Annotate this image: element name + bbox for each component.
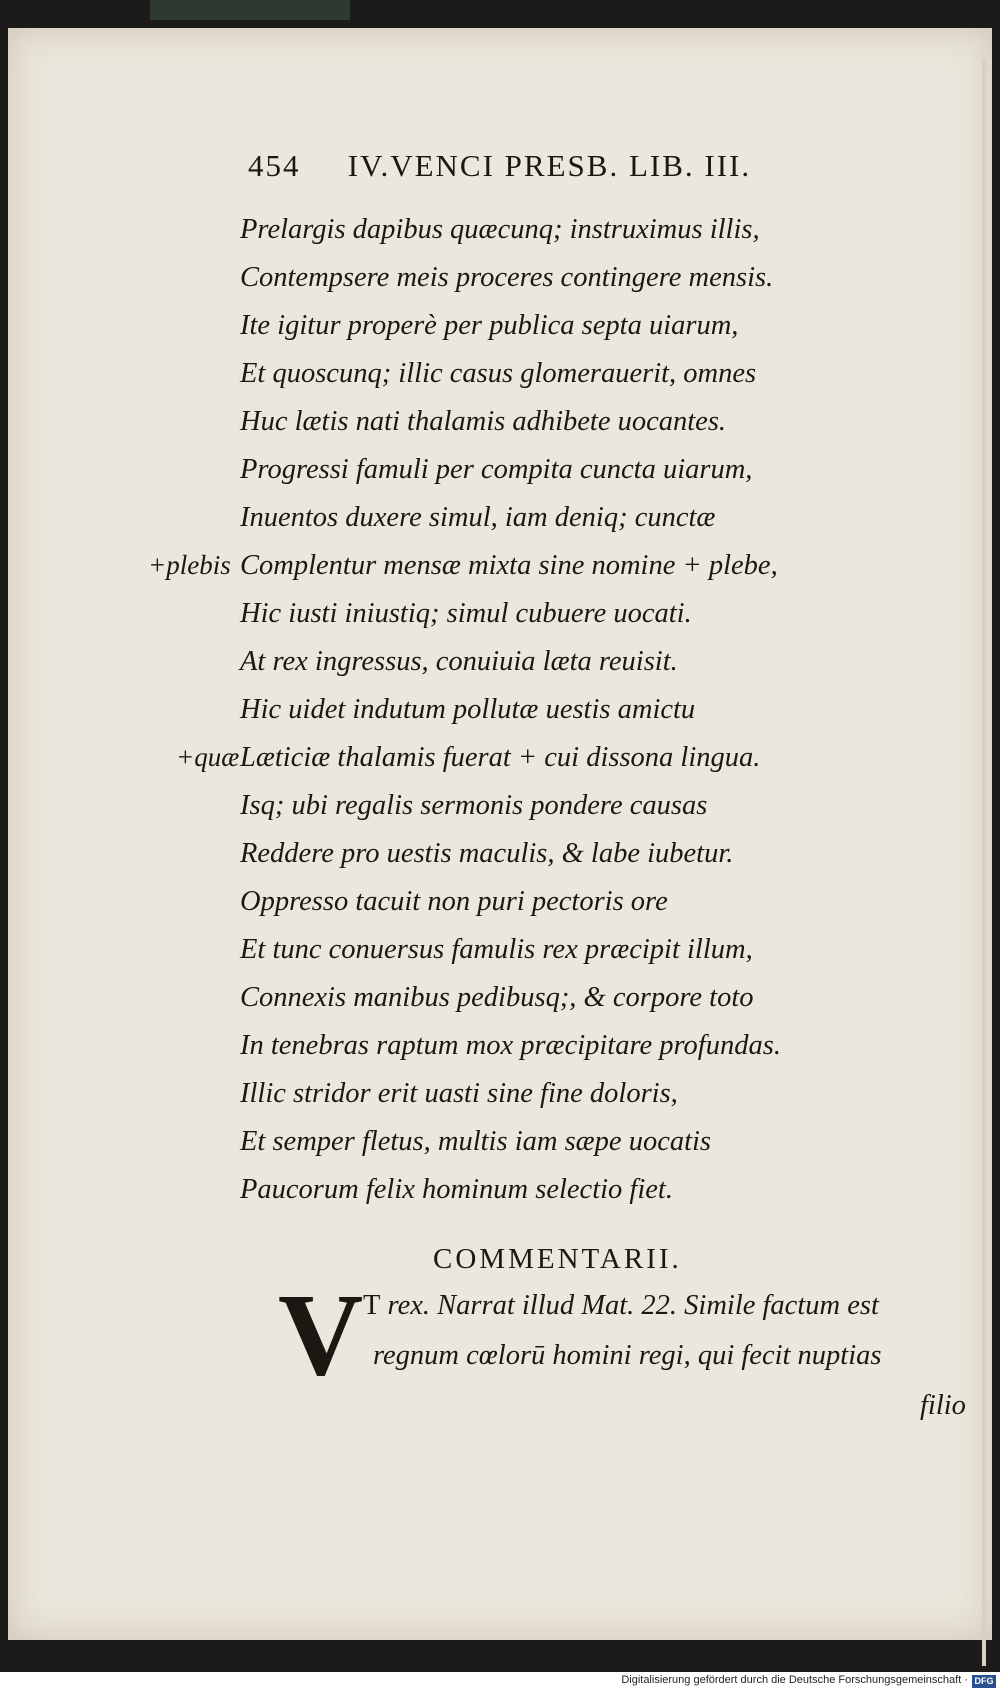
verse-line: Ite igitur properè per publica septa uiarum, — [240, 310, 739, 341]
page-text — [8, 28, 992, 1640]
verse-line: Hic uidet indutum pollutæ uestis amictu — [240, 694, 696, 725]
margin-note-plebis: +plebis — [148, 550, 231, 580]
running-title: IV.VENCI PRESB. LIB. III. — [347, 148, 752, 183]
verse-line: Paucorum felix hominum selectio fiet. — [240, 1174, 673, 1205]
verse-line: Et quoscunq; illic casus glomerauerit, omnes — [240, 358, 757, 389]
commentary-text: rex. Narrat illud Mat. 22. Simile factum est — [387, 1290, 879, 1321]
margin-note-quae: +quæ — [176, 742, 240, 772]
verse-line: Læticiæ thalamis fuerat + cui dissona lingua. — [240, 742, 761, 773]
verse-line: Contempsere meis proceres contingere mensis. — [240, 262, 774, 293]
dfg-logo-icon: DFG — [972, 1675, 996, 1688]
verse-line: At rex ingressus, conuiuia læta reuisit. — [240, 646, 678, 677]
verse-line: Oppresso tacuit non puri pectoris ore — [240, 886, 668, 917]
page-number: 454 — [248, 148, 301, 183]
verse-line: Progressi famuli per compita cuncta uiarum, — [240, 454, 753, 485]
commentary-heading: COMMENTARII. — [433, 1243, 682, 1275]
verse-line: Huc lætis nati thalamis adhibete uocantes. — [240, 406, 727, 437]
verse-line: Complentur mensæ mixta sine nomine + plebe, — [240, 550, 778, 581]
verse-line: Prelargis dapibus quæcunq; instruximus illis, — [240, 214, 760, 245]
catchword: filio — [920, 1390, 966, 1421]
verse-line: Connexis manibus pedibusq;, & corpore toto — [240, 982, 754, 1013]
commentary-initial-rest: T — [363, 1290, 381, 1321]
verse-line: Illic stridor erit uasti sine fine doloris, — [240, 1078, 678, 1109]
book-edge — [150, 0, 350, 20]
verse-line: In tenebras raptum mox præcipitare profundas. — [240, 1030, 781, 1061]
verse-line: Hic iusti iniustiq; simul cubuere uocati. — [240, 598, 692, 629]
verse-line: Reddere pro uestis maculis, & labe iubetur. — [240, 838, 734, 869]
verse-line: Et semper fletus, multis iam sæpe uocatis — [240, 1126, 712, 1157]
verse-line: Et tunc conuersus famulis rex præcipit illum, — [240, 934, 753, 965]
commentary-line: regnum cœlorū homini regi, qui fecit nuptias — [373, 1340, 882, 1371]
verse-line: Isq; ubi regalis sermonis pondere causas — [240, 790, 708, 821]
running-header — [248, 148, 928, 184]
drop-cap-initial: V — [278, 1269, 364, 1400]
verse-line: Inuentos duxere simul, iam deniq; cunctæ — [240, 502, 716, 533]
book-page — [8, 28, 992, 1640]
digitization-credit: Digitalisierung gefördert durch die Deutsche Forschungsgemeinschaft · — [621, 1674, 968, 1686]
commentary-line — [363, 1290, 879, 1322]
